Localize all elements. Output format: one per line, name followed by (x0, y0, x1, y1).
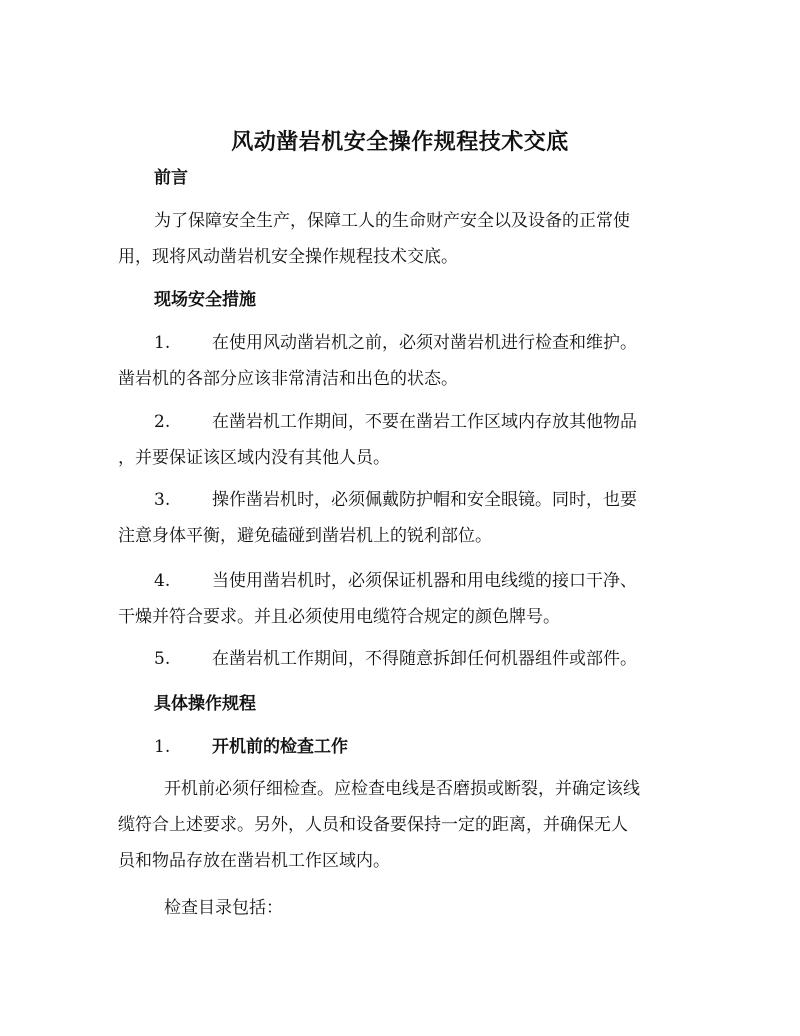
procedure-subheading (154, 733, 348, 761)
safety-item-1-line-2: 凿岩机的各部分应该非常清洁和出色的状态。 (118, 369, 458, 389)
preface-line-2: 用，现将风动凿岩机安全操作规程技术交底。 (118, 247, 458, 267)
procedure-subheading-number: 1. (154, 737, 171, 757)
procedure-line-3: 员和物品存放在凿岩机工作区域内。 (118, 851, 390, 871)
safety-item-3-number: 3. (154, 490, 171, 510)
procedure-paragraph (118, 771, 686, 879)
preface-paragraph (118, 203, 686, 275)
procedure-subheading-label: 开机前的检查工作 (212, 737, 348, 757)
preface-line-1: 为了保障安全生产，保障工人的生命财产安全以及设备的正常使 (154, 211, 630, 231)
heading-preface: 前言 (154, 168, 188, 188)
safety-item-3-line-2: 注意身体平衡，避免磕碰到凿岩机上的锐利部位。 (118, 526, 492, 546)
procedure-line-2: 缆符合上述要求。另外，人员和设备要保持一定的距离，并确保无人 (118, 815, 628, 835)
safety-item-2-line-1: 在凿岩机工作期间，不要在凿岩工作区域内存放其他物品 (212, 412, 637, 432)
procedure-line-1: 开机前必须仔细检查。应检查电线是否磨损或断裂，并确定该线 (164, 779, 640, 799)
safety-item-5 (118, 641, 686, 677)
safety-item-1-line-1: 在使用风动凿岩机之前，必须对凿岩机进行检查和维护。 (212, 333, 637, 353)
safety-item-3-line-1: 操作凿岩机时，必须佩戴防护帽和安全眼镜。同时，也要 (212, 490, 637, 510)
safety-item-2-number: 2. (154, 412, 171, 432)
document-title: 风动凿岩机安全操作规程技术交底 (231, 129, 569, 155)
safety-item-5-line-1: 在凿岩机工作期间，不得随意拆卸任何机器组件或部件。 (212, 649, 637, 669)
safety-item-4-line-1: 当使用凿岩机时，必须保证机器和用电线缆的接口干净、 (212, 571, 637, 591)
safety-item-2 (118, 404, 686, 476)
safety-item-2-line-2: ，并要保证该区域内没有其他人员。 (118, 448, 390, 468)
safety-item-1 (118, 325, 686, 397)
safety-item-4-line-2: 干燥并符合要求。并且必须使用电缆符合规定的颜色牌号。 (118, 607, 560, 627)
safety-item-1-number: 1. (154, 333, 171, 353)
safety-item-5-number: 5. (154, 649, 171, 669)
checklist-intro: 检查目录包括： (164, 898, 283, 918)
heading-procedure: 具体操作规程 (154, 694, 256, 714)
heading-site-safety: 现场安全措施 (154, 290, 256, 310)
safety-item-3 (118, 482, 686, 554)
safety-item-4 (118, 563, 686, 635)
safety-item-4-number: 4. (154, 571, 171, 591)
